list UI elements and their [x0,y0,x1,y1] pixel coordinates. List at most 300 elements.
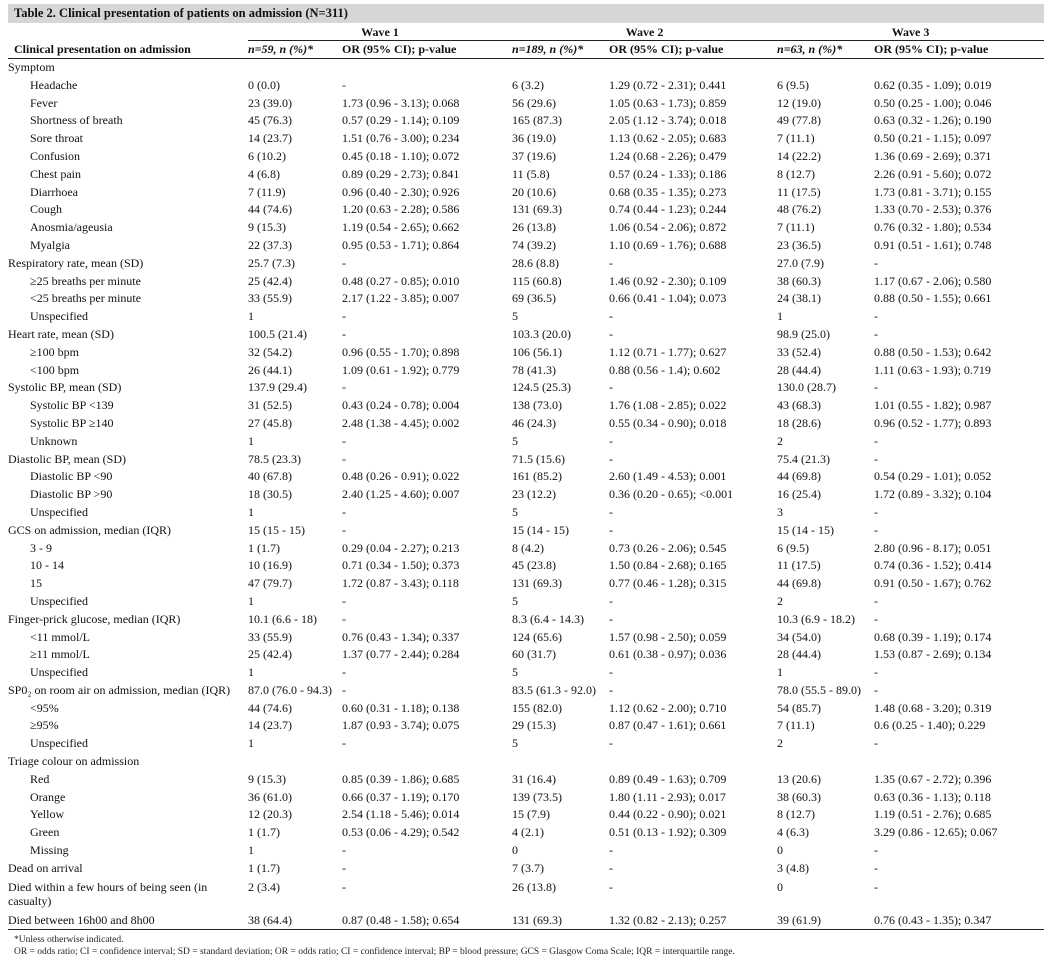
cell-or-wave3: - [874,309,879,324]
cell-or-wave1: 1.87 (0.93 - 3.74); 0.075 [342,718,460,733]
cell-n-wave3: 7 (11.1) [777,131,815,146]
cell-or-wave3: - [874,593,879,608]
cell-n-wave1: 1 [248,665,254,680]
cell-or-wave2: 1.10 (0.69 - 1.76); 0.688 [609,237,727,252]
cell-or-wave1: 1.72 (0.87 - 3.43); 0.118 [342,576,459,591]
cell-n-wave3: 15 (14 - 15) [777,522,835,537]
cell-or-wave1: 0.48 (0.27 - 0.85); 0.010 [342,273,460,288]
table-row [8,504,1044,522]
cell-or-wave1: - [342,665,346,680]
cell-or-wave1 [342,59,512,77]
row-label: Anosmia/ageusia [30,220,113,235]
cell-or-wave3: 0.76 (0.32 - 1.80); 0.534 [874,220,992,235]
cell-n-wave2: 26 (13.8) [512,220,557,235]
cell-n-wave2: 45 (23.8) [512,558,557,573]
cell-n-wave1: 137.9 (29.4) [248,380,307,395]
cell-or-wave2: 0.44 (0.22 - 0.90); 0.021 [609,807,727,822]
row-label: ≥95% [30,718,59,733]
cell-or-wave1: 1.19 (0.54 - 2.65); 0.662 [342,220,460,235]
cell-or-wave3: 1.48 (0.68 - 3.20); 0.319 [874,700,992,715]
cell-or-wave1: - [342,504,346,519]
cell-n-wave1: 40 (67.8) [248,469,292,484]
cell-n-wave3: 23 (36.5) [777,237,822,252]
table-row [8,326,1044,344]
cell-or-wave3: 0.54 (0.29 - 1.01); 0.052 [874,469,992,484]
cell-n-wave3: 11 (17.5) [777,558,821,573]
cell-or-wave1: 1.37 (0.77 - 2.44); 0.284 [342,647,460,662]
cell-n-wave2: 165 (87.3) [512,113,563,128]
cell-or-wave3: 1.17 (0.67 - 2.06); 0.580 [874,273,992,288]
row-label: Red [30,771,50,786]
cell-n-wave1: 1 [248,433,254,448]
cell-n-wave3: 28 (44.4) [777,362,822,377]
table-row [8,344,1044,362]
cell-or-wave1 [342,753,512,771]
cell-n-wave2: 46 (24.3) [512,415,557,430]
cell-n-wave2: 5 [512,309,519,324]
table-row [8,522,1044,540]
cell-or-wave1: - [342,380,346,395]
cell-or-wave3: 0.88 (0.50 - 1.55); 0.661 [874,291,992,306]
cell-or-wave3: - [874,504,879,519]
cell-n-wave1: 0 (0.0) [248,77,280,92]
table-row [8,397,1044,415]
table-row [8,664,1044,682]
row-label: <25 breaths per minute [30,291,142,306]
wave-1-header: Wave 1 [248,24,512,41]
cell-n-wave3: 11 (17.5) [777,184,821,199]
table-row [8,860,1044,878]
cell-or-wave1: - [342,860,346,875]
row-label: Died within a few hours of being seen (in casualty) [8,879,208,909]
cell-n-wave3: 7 (11.1) [777,718,815,733]
cell-or-wave3 [874,59,1044,77]
table-row [8,806,1044,824]
cell-or-wave3: 0.6 (0.25 - 1.40); 0.229 [874,718,986,733]
row-label: Diastolic BP <90 [30,469,113,484]
cell-n-wave2: 131 (69.3) [512,576,563,591]
cell-or-wave1: - [342,433,346,448]
cell-n-wave3: 98.9 (25.0) [777,326,831,341]
cell-or-wave1: 0.71 (0.34 - 1.50); 0.373 [342,558,460,573]
cell-n-wave3: 39 (61.9) [777,912,874,930]
cell-or-wave2: - [609,433,614,448]
cell-or-wave2: - [609,593,614,608]
cell-n-wave2: 8.3 (6.4 - 14.3) [512,611,585,626]
row-label: Myalgia [30,237,70,252]
cell-n-wave3: 2 [777,433,784,448]
cell-or-wave3: - [874,860,879,875]
cell-or-wave2: 1.32 (0.82 - 2.13); 0.257 [609,912,777,930]
cell-or-wave2: 1.29 (0.72 - 2.31); 0.441 [609,77,727,92]
cell-n-wave2: 15 (14 - 15) [512,522,570,537]
cell-n-wave2 [512,59,609,77]
cell-or-wave1: - [342,611,346,626]
table-row [8,789,1044,807]
table-row [8,593,1044,611]
cell-or-wave3: 0.50 (0.25 - 1.00); 0.046 [874,95,992,110]
cell-n-wave2: 161 (85.2) [512,469,563,484]
row-label: Unspecified [30,665,88,680]
cell-n-wave2: 36 (19.0) [512,131,557,146]
table-row [8,95,1044,113]
cell-n-wave2: 5 [512,433,519,448]
row-label: 15 [30,576,42,591]
cell-or-wave1: - [342,326,346,341]
cell-n-wave1: 100.5 (21.4) [248,326,307,341]
cell-or-wave2: 1.06 (0.54 - 2.06); 0.872 [609,220,727,235]
cell-n-wave1: 33 (55.9) [248,291,292,306]
cell-n-wave1: 36 (61.0) [248,789,292,804]
cell-or-wave1: - [342,255,346,270]
row-label: Systolic BP ≥140 [30,415,114,430]
cell-or-wave2: - [609,522,614,537]
cell-n-wave2: 69 (36.5) [512,291,557,306]
cell-n-wave2: 5 [512,665,519,680]
table-row [8,540,1044,558]
cell-n-wave3: 44 (69.8) [777,576,822,591]
cell-or-wave3: 0.96 (0.52 - 1.77); 0.893 [874,415,992,430]
cell-n-wave1: 26 (44.1) [248,362,292,377]
cell-n-wave1: 22 (37.3) [248,237,292,252]
cell-or-wave2: - [609,879,614,894]
cell-n-wave3: 28 (44.4) [777,647,822,662]
cell-or-wave1: - [342,77,346,92]
table-row [8,166,1044,184]
cell-n-wave1: 33 (55.9) [248,629,292,644]
cell-n-wave2: 6 (3.2) [512,77,545,92]
cell-n-wave1: 1 (1.7) [248,540,280,555]
cell-n-wave3: 34 (54.0) [777,629,822,644]
cell-n-wave1: 9 (15.3) [248,771,286,786]
row-label: Systolic BP <139 [30,398,114,413]
column-header-or-wave1: OR (95% CI); p-value [342,41,512,59]
table-row [8,629,1044,647]
cell-or-wave2: 1.24 (0.68 - 2.26); 0.479 [609,148,727,163]
row-label: Headache [30,77,78,92]
cell-n-wave3: 18 (28.6) [777,415,822,430]
cell-or-wave1: 0.53 (0.06 - 4.29); 0.542 [342,825,460,840]
cell-or-wave3: - [874,451,879,466]
cell-or-wave2: - [609,380,614,395]
cell-n-wave3: 0 [777,879,784,894]
cell-n-wave1: 1 [248,309,254,324]
cell-or-wave2: 2.60 (1.49 - 4.53); 0.001 [609,469,727,484]
cell-n-wave2: 124.5 (25.3) [512,380,572,395]
cell-n-wave1: 32 (54.2) [248,344,292,359]
table-row [8,415,1044,433]
cell-or-wave2 [609,753,777,771]
cell-n-wave3: 44 (69.8) [777,469,822,484]
row-label: Confusion [30,148,81,163]
row-label: Systolic BP, mean (SD) [8,380,122,395]
row-label: Unspecified [30,593,88,608]
row-label: Diastolic BP, mean (SD) [8,451,126,466]
cell-or-wave3: 0.62 (0.35 - 1.09); 0.019 [874,77,992,92]
cell-or-wave2: - [609,504,614,519]
cell-n-wave1: 25.7 (7.3) [248,255,295,270]
cell-or-wave2: 1.57 (0.98 - 2.50); 0.059 [609,629,727,644]
cell-n-wave2: 139 (73.5) [512,789,563,804]
cell-or-wave3: - [874,326,879,341]
cell-n-wave2: 15 (7.9) [512,807,551,822]
cell-or-wave3: 1.73 (0.81 - 3.71); 0.155 [874,184,992,199]
cell-n-wave3: 33 (52.4) [777,344,822,359]
cell-n-wave1 [248,59,342,77]
cell-or-wave2: 0.77 (0.46 - 1.28); 0.315 [609,576,727,591]
cell-n-wave1: 12 (20.3) [248,807,292,822]
cell-n-wave3: 13 (20.6) [777,771,822,786]
cell-n-wave3: 54 (85.7) [777,700,822,715]
row-label: Finger-prick glucose, median (IQR) [8,611,181,626]
cell-or-wave1: 0.96 (0.55 - 1.70); 0.898 [342,344,460,359]
row-label: GCS on admission, median (IQR) [8,522,171,537]
table-row [8,255,1044,273]
row-label: Unspecified [30,736,88,751]
table-row [8,237,1044,255]
table-row [8,112,1044,130]
cell-or-wave3: - [874,843,879,858]
table-row [8,912,1044,930]
cell-n-wave2: 124 (65.6) [512,629,563,644]
cell-or-wave1: - [342,451,346,466]
table-row [8,682,1044,700]
cell-or-wave3: 2.80 (0.96 - 8.17); 0.051 [874,540,992,555]
wave-3-header: Wave 3 [777,24,1044,41]
cell-n-wave2: 0 [512,843,519,858]
cell-n-wave1: 27 (45.8) [248,415,292,430]
cell-n-wave3: 43 (68.3) [777,398,822,413]
cell-or-wave2: - [609,860,614,875]
cell-n-wave2: 131 (69.3) [512,202,563,217]
cell-or-wave1: 0.87 (0.48 - 1.58); 0.654 [342,912,512,930]
cell-n-wave1: 1 (1.7) [248,860,280,875]
cell-n-wave1: 10 (16.9) [248,558,292,573]
cell-n-wave3: 24 (38.1) [777,291,822,306]
table-row [8,486,1044,504]
cell-or-wave3: - [874,433,879,448]
cell-or-wave2: - [609,611,614,626]
cell-or-wave3: - [874,255,879,270]
cell-n-wave2: 8 (4.2) [512,540,545,555]
cell-or-wave2: 1.12 (0.71 - 1.77); 0.627 [609,344,727,359]
cell-n-wave2: 155 (82.0) [512,700,563,715]
cell-n-wave1: 45 (76.3) [248,113,292,128]
cell-or-wave3: - [874,380,879,395]
row-label: Unspecified [30,504,88,519]
row-label: SP0₂ on room air on admission, median (IQR) [8,682,231,697]
cell-n-wave2: 31 (16.4) [512,771,557,786]
cell-n-wave3: 10.3 (6.9 - 18.2) [777,611,856,626]
cell-n-wave3: 2 [777,593,784,608]
cell-or-wave1: 0.85 (0.39 - 1.86); 0.685 [342,771,460,786]
cell-or-wave3: 2.26 (0.91 - 5.60); 0.072 [874,166,992,181]
clinical-presentation-table [8,24,1044,930]
column-header-n-wave1: n=59, n (%)* [248,41,342,59]
cell-or-wave2: - [609,255,614,270]
cell-n-wave1: 4 (6.8) [248,166,280,181]
table-row [8,700,1044,718]
cell-or-wave3: - [874,611,879,626]
cell-or-wave1: - [342,522,346,537]
row-label: Yellow [30,807,65,822]
table-row [8,308,1044,326]
cell-or-wave3: 1.33 (0.70 - 2.53); 0.376 [874,202,992,217]
table-row [8,451,1044,469]
table-row [8,201,1044,219]
cell-or-wave1: - [342,682,346,697]
column-header-n-wave2: n=189, n (%)* [512,41,609,59]
table-row [8,771,1044,789]
cell-or-wave3: 1.11 (0.63 - 1.93); 0.719 [874,362,991,377]
table-row [8,273,1044,291]
table-row [8,468,1044,486]
table-row [8,824,1044,842]
footnote-asterisk: *Unless otherwise indicated. [14,935,124,945]
row-label: Sore throat [30,131,83,146]
cell-or-wave3: 1.72 (0.89 - 3.32); 0.104 [874,487,992,502]
cell-or-wave1: 2.40 (1.25 - 4.60); 0.007 [342,487,460,502]
cell-n-wave3: 12 (19.0) [777,95,822,110]
wave-header-row [8,24,1044,41]
cell-or-wave1: 1.20 (0.63 - 2.28); 0.586 [342,202,460,217]
table-row [8,878,1044,912]
cell-n-wave3: 8 (12.7) [777,166,816,181]
cell-or-wave1: 2.48 (1.38 - 4.45); 0.002 [342,415,460,430]
table-row [8,575,1044,593]
cell-or-wave2: 0.88 (0.56 - 1.4); 0.602 [609,362,721,377]
cell-n-wave1: 25 (42.4) [248,647,292,662]
row-label: Missing [30,843,69,858]
table-row [8,379,1044,397]
row-label: <95% [30,700,59,715]
cell-n-wave2: 23 (12.2) [512,487,557,502]
cell-or-wave1: 0.95 (0.53 - 1.71); 0.864 [342,237,460,252]
cell-or-wave2: - [609,326,614,341]
row-label: Fever [30,95,58,110]
cell-n-wave3: 1 [777,309,784,324]
cell-or-wave3: 0.68 (0.39 - 1.19); 0.174 [874,629,992,644]
row-label: ≥11 mmol/L [30,647,90,662]
cell-n-wave3: 78.0 (55.5 - 89.0) [777,682,862,697]
cell-n-wave2: 29 (15.3) [512,718,557,733]
row-label: Symptom [8,60,55,74]
cell-or-wave1: - [342,843,346,858]
cell-or-wave2: 1.46 (0.92 - 2.30); 0.109 [609,273,727,288]
cell-or-wave3: 1.19 (0.51 - 2.76); 0.685 [874,807,992,822]
cell-n-wave2: 103.3 (20.0) [512,326,572,341]
cell-or-wave2: 0.51 (0.13 - 1.92); 0.309 [609,825,727,840]
cell-n-wave2: 83.5 (61.3 - 92.0) [512,682,597,697]
column-header-presentation: Clinical presentation on admission [8,41,248,59]
cell-or-wave3: - [874,879,879,894]
cell-n-wave3 [777,59,874,77]
cell-n-wave1: 7 (11.9) [248,184,286,199]
cell-n-wave2: 78 (41.3) [512,362,557,377]
cell-or-wave1: - [342,593,346,608]
table-row [8,59,1044,77]
cell-or-wave1: 0.57 (0.29 - 1.14); 0.109 [342,113,460,128]
cell-or-wave2: 0.61 (0.38 - 0.97); 0.036 [609,647,727,662]
cell-or-wave2: 1.13 (0.62 - 2.05); 0.683 [609,131,727,146]
cell-or-wave3: - [874,522,879,537]
cell-or-wave3: 1.36 (0.69 - 2.69); 0.371 [874,148,992,163]
cell-or-wave3: 0.63 (0.32 - 1.26); 0.190 [874,113,992,128]
row-label: <11 mmol/L [30,629,90,644]
cell-or-wave3: 1.53 (0.87 - 2.69); 0.134 [874,647,992,662]
cell-or-wave3: 1.35 (0.67 - 2.72); 0.396 [874,771,992,786]
table-row [8,735,1044,753]
cell-n-wave3: 75.4 (21.3) [777,451,831,466]
cell-or-wave2: 0.73 (0.26 - 2.06); 0.545 [609,540,727,555]
cell-n-wave2: 56 (29.6) [512,95,557,110]
cell-or-wave1: 0.29 (0.04 - 2.27); 0.213 [342,540,460,555]
cell-n-wave1: 10.1 (6.6 - 18) [248,611,317,626]
table-body [8,59,1044,930]
row-label: Heart rate, mean (SD) [8,326,114,341]
cell-or-wave2: 1.76 (1.08 - 2.85); 0.022 [609,398,727,413]
cell-or-wave2: 1.12 (0.62 - 2.00); 0.710 [609,700,727,715]
column-header-or-wave2: OR (95% CI); p-value [609,41,777,59]
row-label: Orange [30,789,66,804]
cell-n-wave1: 1 (1.7) [248,825,280,840]
row-label: Triage colour on admission [8,754,140,769]
cell-n-wave1: 6 (10.2) [248,148,286,163]
cell-n-wave3 [777,753,874,771]
table-row [8,77,1044,95]
cell-or-wave2: 1.50 (0.84 - 2.68); 0.165 [609,558,727,573]
cell-n-wave2: 5 [512,736,519,751]
cell-or-wave1: 0.66 (0.37 - 1.19); 0.170 [342,789,460,804]
cell-or-wave2: - [609,843,614,858]
table-row [8,717,1044,735]
cell-or-wave2: 0.36 (0.20 - 0.65); <0.001 [609,487,734,502]
cell-n-wave3: 8 (12.7) [777,807,816,822]
cell-or-wave3: 1.01 (0.55 - 1.82); 0.987 [874,398,992,413]
cell-or-wave1: 0.89 (0.29 - 2.73); 0.841 [342,166,460,181]
cell-n-wave2: 5 [512,593,519,608]
table-row [8,842,1044,860]
cell-or-wave2: - [609,736,614,751]
cell-or-wave2: 0.74 (0.44 - 1.23); 0.244 [609,202,727,217]
row-label: Unspecified [30,309,88,324]
cell-or-wave3: 0.76 (0.43 - 1.35); 0.347 [874,912,1044,930]
cell-or-wave3: 0.91 (0.51 - 1.61); 0.748 [874,237,992,252]
row-label: Green [30,825,60,840]
cell-or-wave3: - [874,665,879,680]
cell-n-wave1: 47 (79.7) [248,576,292,591]
cell-or-wave1: 0.60 (0.31 - 1.18); 0.138 [342,700,460,715]
cell-n-wave3: 0 [777,843,784,858]
cell-n-wave2: 60 (31.7) [512,647,557,662]
row-label: Died between 16h00 and 8h00 [8,912,248,930]
table-row [8,219,1044,237]
cell-or-wave3: 0.91 (0.50 - 1.67); 0.762 [874,576,992,591]
cell-or-wave1: 1.51 (0.76 - 3.00); 0.234 [342,131,460,146]
cell-n-wave1: 14 (23.7) [248,131,292,146]
cell-or-wave1: 1.09 (0.61 - 1.92); 0.779 [342,362,460,377]
table-row [8,646,1044,664]
cell-or-wave3: 0.50 (0.21 - 1.15); 0.097 [874,131,992,146]
cell-n-wave2: 138 (73.0) [512,398,563,413]
table-row [8,148,1044,166]
cell-n-wave3: 38 (60.3) [777,273,822,288]
cell-n-wave2: 74 (39.2) [512,237,557,252]
cell-n-wave2: 115 (60.8) [512,273,562,288]
cell-or-wave2: 0.57 (0.24 - 1.33); 0.186 [609,166,727,181]
cell-n-wave2: 37 (19.6) [512,148,557,163]
cell-n-wave3: 16 (25.4) [777,487,822,502]
